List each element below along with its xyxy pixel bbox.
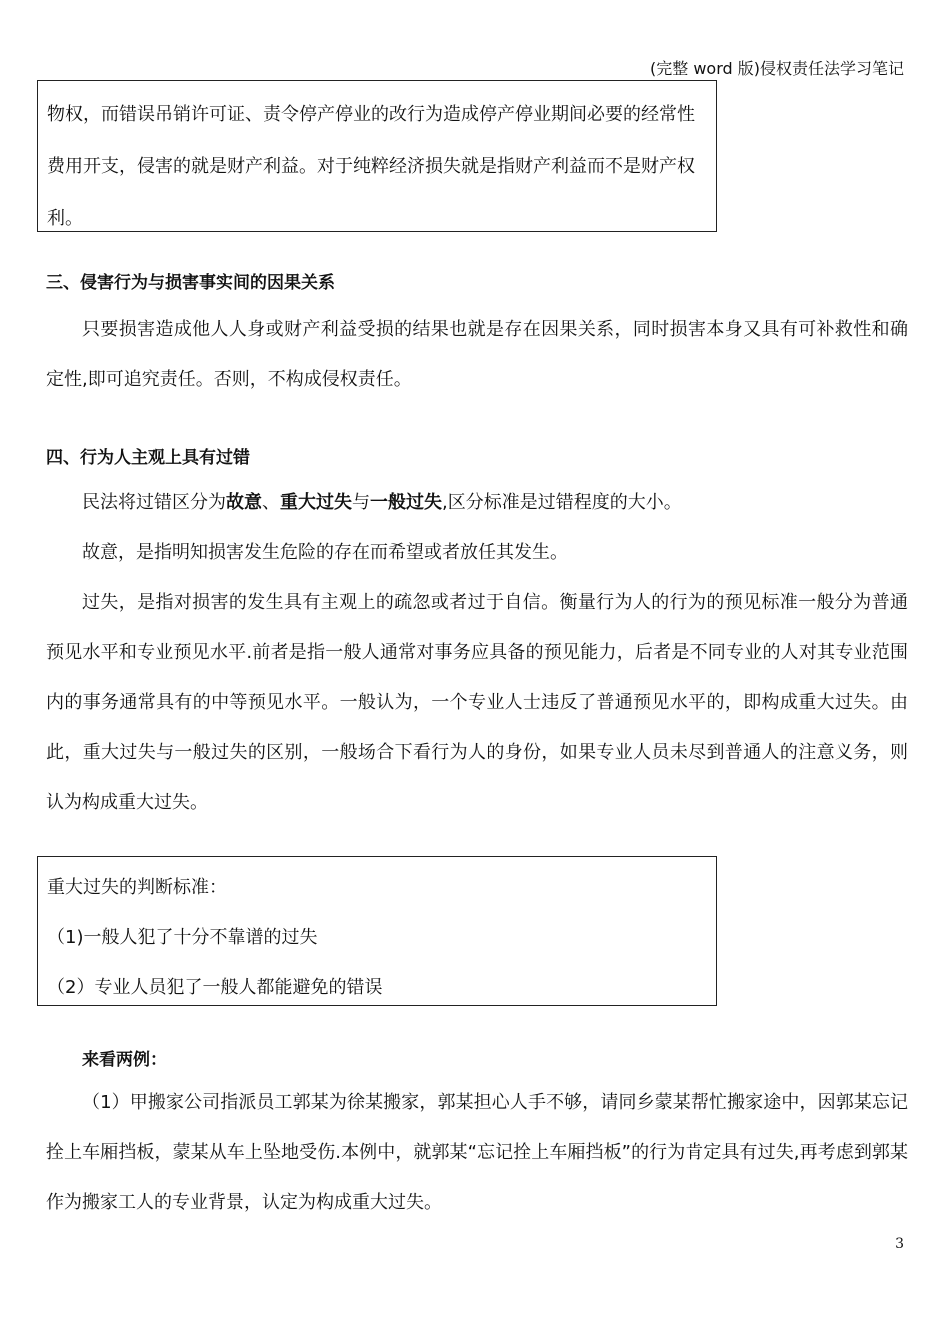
page-number: 3 bbox=[895, 1236, 904, 1252]
section-causality-body bbox=[46, 305, 908, 405]
bold-term-gross-negligence: 重大过失 bbox=[280, 492, 352, 513]
paragraph-causality: 只要损害造成他人人身或财产利益受损的结果也就是存在因果关系，同时损害本身又具有可补救性和确定性,即可追究责任。否则，不构成侵权责任。 bbox=[46, 319, 908, 390]
bold-term-ordinary-negligence: 一般过失 bbox=[370, 492, 442, 513]
paragraph-negligence-definition: 过失，是指对损害的发生具有主观上的疏忽或者过于自信。衡量行为人的行为的预见标准一般分为普通预见水平和专业预见水平.前者是指一般人通常对事务应具备的预见能力，后者是不同专业的人对其专业范围内的事务通常具有的中等预见水平。一般认为，一个专业人士违反了普通预见水平的，即构成重大过失。由此，重大过失与一般过失的区别，一般场合下看行为人的身份，如果专业人员未尽到普通人的注意义务，则认为构成重大过失。 bbox=[46, 592, 908, 813]
section-heading-3: 三、侵害行为与损害事实间的因果关系 bbox=[46, 273, 335, 293]
section-examples-body bbox=[46, 1078, 908, 1228]
section-examples bbox=[46, 1045, 908, 1070]
document-header: (完整 word 版)侵权责任法学习笔记 bbox=[650, 59, 904, 78]
section-fault-body bbox=[46, 478, 908, 828]
section-causality bbox=[46, 268, 908, 293]
text-run: 、 bbox=[262, 492, 280, 513]
text-run: ,区分标准是过错程度的大小。 bbox=[442, 492, 682, 513]
section-fault bbox=[46, 443, 908, 468]
examples-heading: 来看两例： bbox=[82, 1050, 167, 1070]
text-box-property-interest bbox=[37, 80, 717, 232]
section-heading-4: 四、行为人主观上具有过错 bbox=[46, 448, 250, 468]
bold-term-intent: 故意 bbox=[226, 492, 262, 513]
criteria-item-1: （1)一般人犯了十分不靠谱的过失 bbox=[47, 927, 318, 948]
text-run: 与 bbox=[352, 492, 370, 513]
box-title: 重大过失的判断标准： bbox=[47, 877, 227, 898]
paragraph-intent-definition: 故意，是指明知损害发生危险的存在而希望或者放任其发生。 bbox=[82, 542, 568, 563]
text-run: 民法将过错区分为 bbox=[82, 492, 226, 513]
text-box-gross-negligence-criteria bbox=[37, 856, 717, 1006]
box-paragraph: 物权，而错误吊销许可证、责令停产停业的改行为造成停产停业期间必要的经常性费用开支，侵害的就是财产利益。对于纯粹经济损失就是指财产利益而不是财产权利。 bbox=[47, 104, 695, 229]
paragraph-example-1: （1）甲搬家公司指派员工郭某为徐某搬家，郭某担心人手不够，请同乡蒙某帮忙搬家途中，因郭某忘记拴上车厢挡板，蒙某从车上坠地受伤.本例中，就郭某“忘记拴上车厢挡板”的行为肯定具有过失,再考虑到郭某作为搬家工人的专业背景，认定为构成重大过失。 bbox=[46, 1092, 908, 1213]
paragraph-fault-types bbox=[46, 478, 908, 528]
criteria-item-2: （2）专业人员犯了一般人都能避免的错误 bbox=[47, 977, 383, 998]
